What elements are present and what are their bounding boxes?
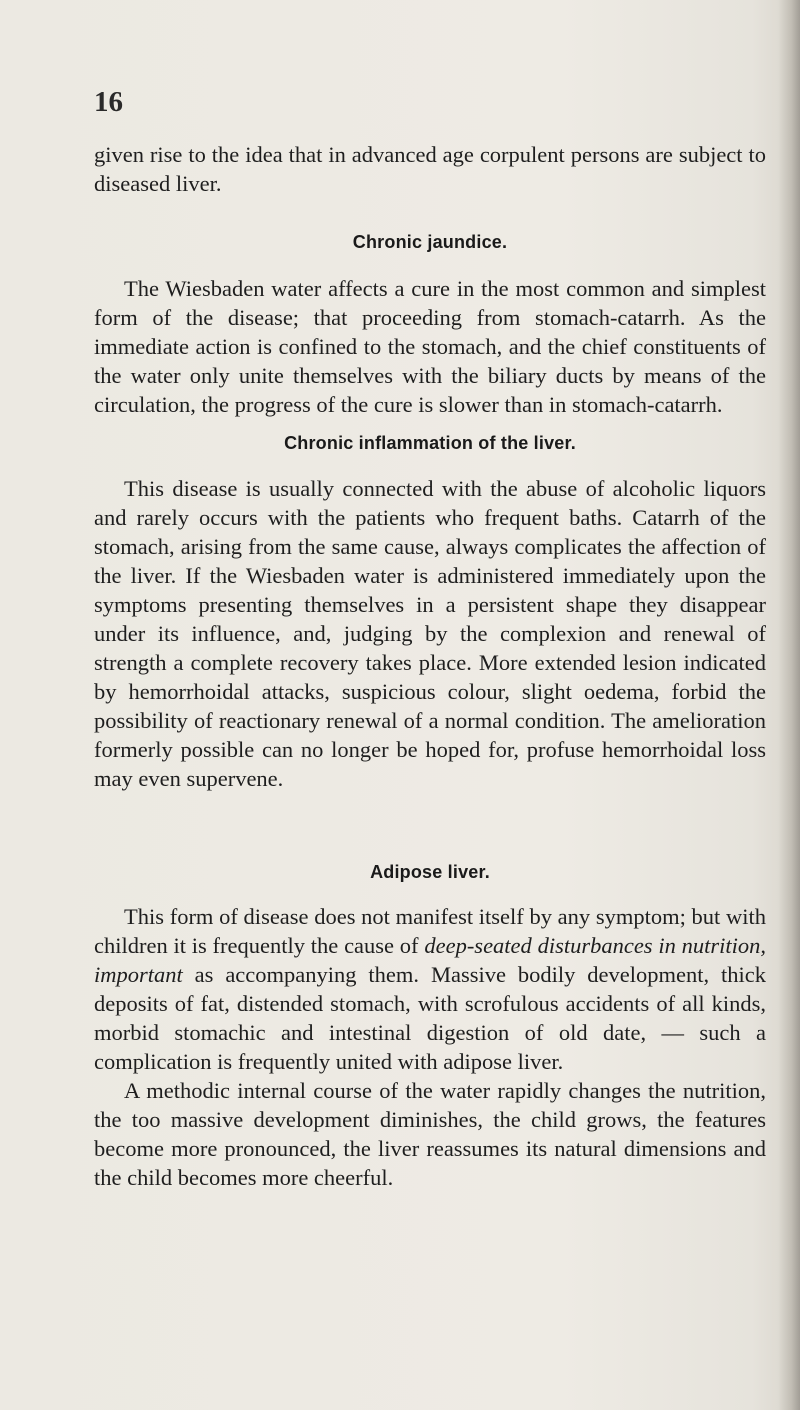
heading-adipose-liver: Adipose liver. <box>370 862 490 882</box>
page-edge-shadow <box>778 0 800 1410</box>
jaundice-paragraph: The Wiesbaden water affects a cure in the most common and simplest form of the disease; that proceeding from stomach-catarrh. As the immediate action is confined to the stomach, and the chief constituents of the water only unite themselves with the biliary ducts by means of the circulation, the progress of the cure is slower than in stomach-catarrh. <box>94 276 766 417</box>
page-number: 16 <box>94 86 123 118</box>
intro-text: given rise to the idea that in advanced age corpulent persons are subject to diseased liver. <box>94 142 766 196</box>
heading-chronic-inflammation: Chronic inflammation of the liver. <box>284 433 576 453</box>
adipose-paragraph-2: A methodic internal course of the water rapidly changes the nutrition, the too massive development diminishes, the child grows, the features become more pronounced, the liver reassumes its natural dimensions and the child becomes more cheerful. <box>94 1078 766 1190</box>
section-inflammation <box>94 474 766 793</box>
section-jaundice <box>94 274 766 419</box>
adipose-emphasis: deep-seated disturbances in nutrition, important <box>94 933 767 987</box>
heading-chronic-jaundice: Chronic jaundice. <box>352 232 508 252</box>
adipose-text-a: This form of disease does not manifest itself by any symptom; but with children it is frequently the cause of <box>94 904 766 958</box>
adipose-paragraph-1 <box>94 902 766 1076</box>
adipose-text-b: as accompanying them. Massive bodily development, thick deposits of fat, distended stomach, with scrofulous accidents of all kinds, morbid stomachic and intestinal digestion of old date, — such a complication is frequently united with adipose liver. <box>94 962 766 1074</box>
inflammation-paragraph: This disease is usually connected with the abuse of alcoholic liquors and rarely occurs with the patients who frequent baths. Catarrh of the stomach, arising from the same cause, always complicates the affection of the liver. If the Wiesbaden water is administered immediately upon the symptoms presenting themselves in a persistent shape they disappear under its influence, and, judging by the complexion and renewal of strength a complete recovery takes place. More extended lesion indicated by hemorrhoidal attacks, suspicious colour, slight oedema, forbid the possibility of reactionary renewal of a normal condition. The amelioration formerly possible can no longer be hoped for, profuse hemorrhoidal loss may even supervene. <box>94 476 766 791</box>
intro-paragraph <box>94 140 766 198</box>
section-adipose <box>94 902 766 1192</box>
